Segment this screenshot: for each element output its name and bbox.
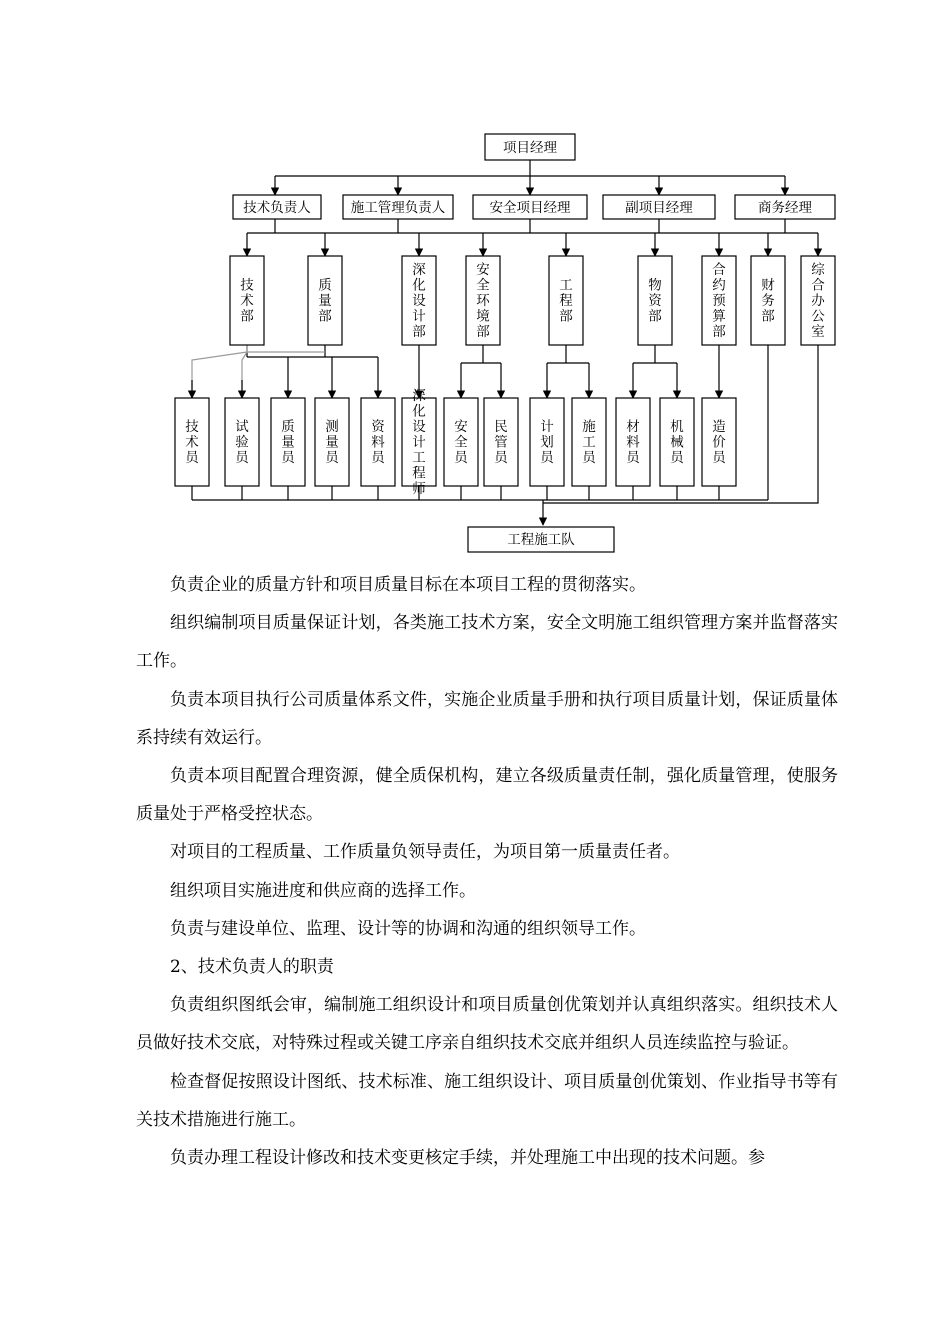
node-staff-char: 造 <box>712 418 726 435</box>
node-staff <box>315 398 349 486</box>
node-staff-char: 员 <box>281 449 295 466</box>
node-department-char: 部 <box>712 323 726 340</box>
paragraph: 组织编制项目质量保证计划，各类施工技术方案，安全文明施工组织管理方案并监督落实工作。 <box>136 613 838 672</box>
node-staff-char: 员 <box>235 449 249 466</box>
node-department-char: 部 <box>559 308 573 325</box>
node-manager <box>735 195 835 219</box>
node-staff-char: 员 <box>540 449 554 466</box>
node-staff-char: 计 <box>412 434 426 451</box>
node-department-char: 部 <box>412 323 426 340</box>
svg-text:安全项目经理: 安全项目经理 <box>489 200 571 216</box>
node-staff-char: 技 <box>185 418 199 435</box>
node-department <box>549 256 583 345</box>
connector-gray <box>192 352 247 396</box>
node-department-char: 约 <box>712 277 726 294</box>
node-staff <box>444 398 478 486</box>
node-staff-char: 验 <box>235 434 249 451</box>
paragraph: 负责本项目执行公司质量体系文件，实施企业质量手册和执行项目质量计划，保证质量体系持续有效运行。 <box>136 689 838 748</box>
node-staff <box>361 398 395 486</box>
node-department-char: 综 <box>811 261 825 278</box>
node-department-char: 量 <box>318 292 332 309</box>
node-staff-char: 安 <box>454 418 468 435</box>
node-staff <box>530 398 564 486</box>
node-staff-char: 化 <box>412 403 426 420</box>
node-staff-char: 设 <box>412 418 426 435</box>
node-staff-char: 管 <box>494 434 508 451</box>
node-department-char: 化 <box>412 277 426 294</box>
node-staff <box>402 388 436 497</box>
node-staff-char: 员 <box>626 449 640 466</box>
paragraph: 组织项目实施进度和供应商的选择工作。 <box>170 880 476 901</box>
node-department-char: 合 <box>712 261 726 278</box>
paragraph: 负责与建设单位、监理、设计等的协调和沟通的组织领导工作。 <box>170 918 646 939</box>
paragraph: 负责组织图纸会审，编制施工组织设计和项目质量创优策划并认真组织落实。组织技术人员做好技术交底，对特殊过程或关键工序亲自组织技术交底并组织人员连续监控与验证。 <box>136 995 838 1054</box>
node-staff-char: 员 <box>325 449 339 466</box>
node-staff-char: 材 <box>626 418 640 435</box>
node-staff-char: 师 <box>412 480 426 497</box>
paragraph: 对项目的工程质量、工作质量负领导责任，为项目第一质量责任者。 <box>170 842 680 863</box>
node-department-char: 室 <box>811 323 825 340</box>
node-staff <box>572 398 606 486</box>
node-department <box>230 256 264 345</box>
node-department-char: 深 <box>412 261 426 278</box>
node-department-char: 部 <box>476 323 490 340</box>
svg-text:工程施工队: 工程施工队 <box>507 532 575 548</box>
node-department-char: 全 <box>476 277 490 294</box>
svg-text:项目经理: 项目经理 <box>503 140 557 156</box>
node-department-char: 程 <box>559 292 573 309</box>
node-team <box>468 527 614 552</box>
node-staff-char: 深 <box>412 387 426 404</box>
node-staff-char: 料 <box>626 434 640 451</box>
node-department-char: 质 <box>318 277 332 294</box>
node-department-char: 算 <box>712 308 726 325</box>
node-staff <box>484 398 518 486</box>
node-department <box>466 256 500 345</box>
node-manager <box>343 195 453 219</box>
node-department-char: 术 <box>240 292 254 309</box>
node-department-char: 务 <box>761 292 775 309</box>
node-department-char: 预 <box>712 292 726 309</box>
paragraph: 负责企业的质量方针和项目质量目标在本项目工程的贯彻落实。 <box>170 575 646 595</box>
node-staff-char: 计 <box>540 418 554 435</box>
node-department-char: 公 <box>811 308 825 325</box>
node-department-char: 环 <box>476 292 490 309</box>
node-staff <box>616 398 650 486</box>
node-staff-char: 员 <box>185 449 199 466</box>
node-manager <box>603 195 715 219</box>
node-department-char: 计 <box>412 308 426 325</box>
node-staff-char: 员 <box>494 449 508 466</box>
svg-text:技术负责人: 技术负责人 <box>243 200 311 216</box>
svg-text:商务经理: 商务经理 <box>758 200 812 216</box>
node-staff-char: 质 <box>281 418 295 435</box>
node-manager <box>233 195 321 219</box>
section-heading: 2、技术负责人的职责 <box>170 957 334 978</box>
node-staff-char: 测 <box>325 418 339 435</box>
svg-text:施工管理负责人: 施工管理负责人 <box>350 200 446 216</box>
node-staff <box>660 398 694 486</box>
node-staff-char: 全 <box>454 434 468 451</box>
node-staff-char: 施 <box>582 418 596 435</box>
node-department-char: 部 <box>648 308 662 325</box>
node-staff-char: 工 <box>412 449 426 466</box>
node-department <box>402 256 436 345</box>
node-staff-char: 机 <box>670 418 684 435</box>
node-staff-char: 料 <box>371 434 385 451</box>
node-department <box>638 256 672 345</box>
org-chart <box>0 0 950 560</box>
paragraph: 检查督促按照设计图纸、技术标准、施工组织设计、项目质量创优策划、作业指导书等有关技术措施进行施工。 <box>136 1071 838 1130</box>
node-department-char: 工 <box>559 277 573 294</box>
connector-gray <box>247 345 325 352</box>
node-staff-char: 员 <box>670 449 684 466</box>
node-staff <box>271 398 305 486</box>
document-body <box>136 566 838 1177</box>
node-staff-char: 民 <box>494 418 508 435</box>
node-department-char: 部 <box>761 308 775 325</box>
node-department <box>751 256 785 345</box>
paragraph: 负责本项目配置合理资源，健全质保机构，建立各级质量责任制，强化质量管理，使服务质量处于严格受控状态。 <box>136 766 838 825</box>
node-staff <box>702 398 736 486</box>
paragraph: 负责办理工程设计修改和技术变更核定手续，并处理施工中出现的技术问题。参 <box>170 1148 765 1169</box>
node-department-char: 办 <box>811 292 825 309</box>
node-staff-char: 员 <box>454 449 468 466</box>
node-staff-char: 试 <box>235 418 249 435</box>
node-department-char: 设 <box>412 292 426 309</box>
node-department <box>801 256 835 345</box>
node-manager <box>473 195 587 219</box>
node-staff-char: 术 <box>185 434 199 451</box>
node-staff-char: 员 <box>582 449 596 466</box>
node-staff-char: 工 <box>582 434 596 451</box>
node-staff-char: 量 <box>325 434 339 451</box>
node-department-char: 财 <box>761 277 775 294</box>
node-staff-char: 价 <box>712 434 726 451</box>
node-department-char: 技 <box>240 277 254 294</box>
node-department-char: 资 <box>648 292 662 309</box>
node-department-char: 合 <box>811 277 825 294</box>
node-department-char: 物 <box>648 277 662 294</box>
node-department <box>702 256 736 345</box>
svg-text:副项目经理: 副项目经理 <box>625 200 693 216</box>
node-staff-char: 划 <box>540 434 554 451</box>
node-staff-char: 械 <box>670 434 684 451</box>
connector-gray <box>242 352 247 396</box>
node-staff-char: 员 <box>712 449 726 466</box>
node-staff <box>225 398 259 486</box>
node-staff <box>175 398 209 486</box>
node-staff-char: 资 <box>371 418 385 435</box>
node-department-char: 部 <box>318 308 332 325</box>
node-staff-char: 量 <box>281 434 295 451</box>
node-department-char: 部 <box>240 308 254 325</box>
node-department-char: 安 <box>476 261 490 278</box>
node-staff-char: 员 <box>371 449 385 466</box>
node-department <box>308 256 342 345</box>
node-root <box>485 134 575 160</box>
node-department-char: 境 <box>476 308 490 325</box>
node-staff-char: 程 <box>412 465 426 482</box>
